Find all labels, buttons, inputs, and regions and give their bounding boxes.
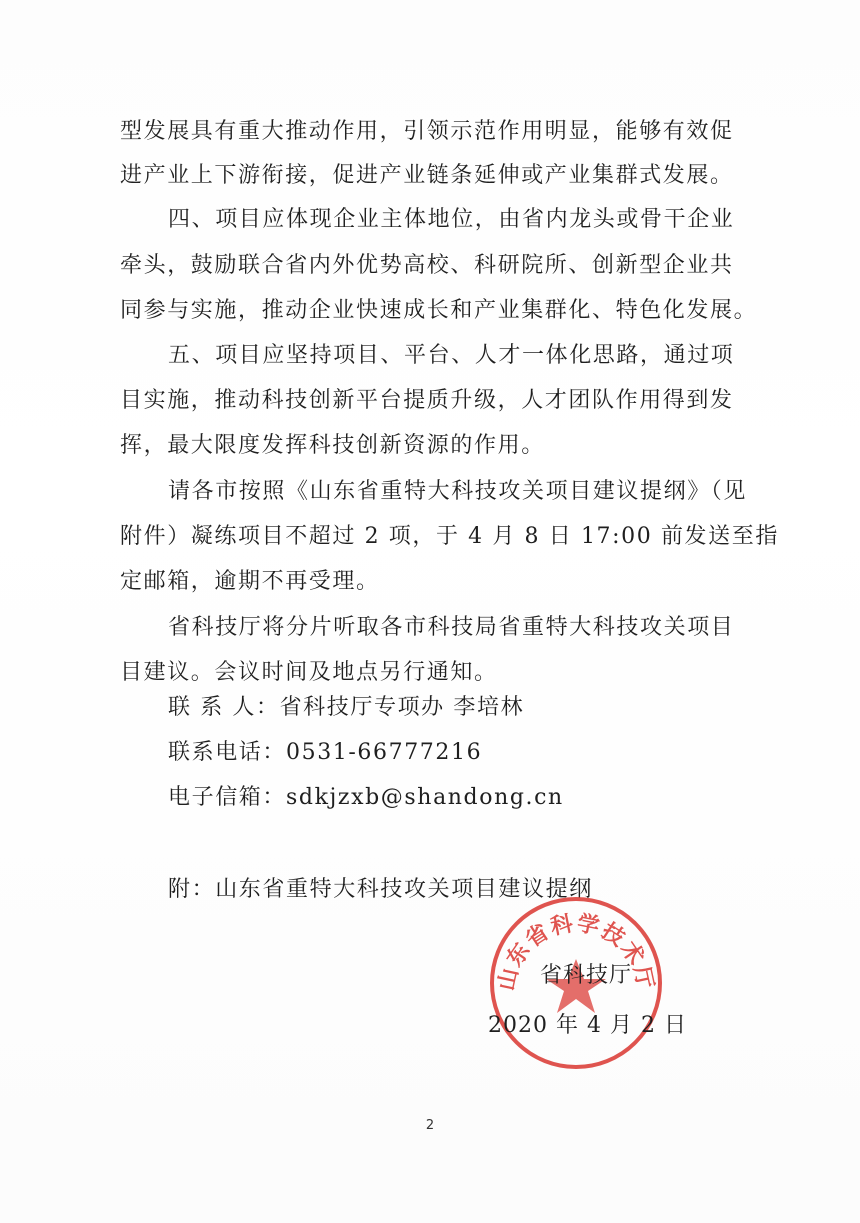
body-line-12: 省科技厅将分片听取各市科技局省重特大科技攻关项目 <box>168 615 735 640</box>
contact-phone: 联系电话：0531-66777216 <box>168 740 483 765</box>
body-line-11: 定邮箱，逾期不再受理。 <box>120 569 380 594</box>
body-line-3: 四、项目应体现企业主体地位，由省内龙头或骨干企业 <box>168 207 735 232</box>
contact-person: 联 系 人：省科技厅专项办 李培林 <box>168 695 525 720</box>
body-line-8: 挥，最大限度发挥科技创新资源的作用。 <box>120 433 545 458</box>
body-line-9: 请各市按照《山东省重特大科技攻关项目建议提纲》（见 <box>168 479 748 504</box>
body-line-5: 同参与实施，推动企业快速成长和产业集群化、特色化发展。 <box>120 298 758 323</box>
issue-date: 2020 年 4 月 2 日 <box>488 1013 687 1038</box>
body-line-2: 进产业上下游衔接，促进产业链条延伸或产业集群式发展。 <box>120 163 734 188</box>
page-number: 2 <box>425 1118 435 1133</box>
body-line-1: 型发展具有重大推动作用，引领示范作用明显，能够有效促 <box>120 119 734 144</box>
seal-text: 山东省科学技术厅 <box>494 911 658 993</box>
attachment-note: 附：山东省重特大科技攻关项目建议提纲 <box>168 877 593 902</box>
body-line-10: 附件）凝练项目不超过 2 项，于 4 月 8 日 17:00 前发送至指 <box>120 524 779 549</box>
body-line-6: 五、项目应坚持项目、平台、人才一体化思路，通过项 <box>168 343 735 368</box>
issuing-organization: 省科技厅 <box>540 963 633 988</box>
body-line-4: 牵头，鼓励联合省内外优势高校、科研院所、创新型企业共 <box>120 253 734 278</box>
body-line-7: 目实施，推动科技创新平台提质升级，人才团队作用得到发 <box>120 388 734 413</box>
contact-email: 电子信箱：sdkjzxb@shandong.cn <box>168 785 564 810</box>
body-line-13: 目建议。会议时间及地点另行通知。 <box>120 660 498 685</box>
